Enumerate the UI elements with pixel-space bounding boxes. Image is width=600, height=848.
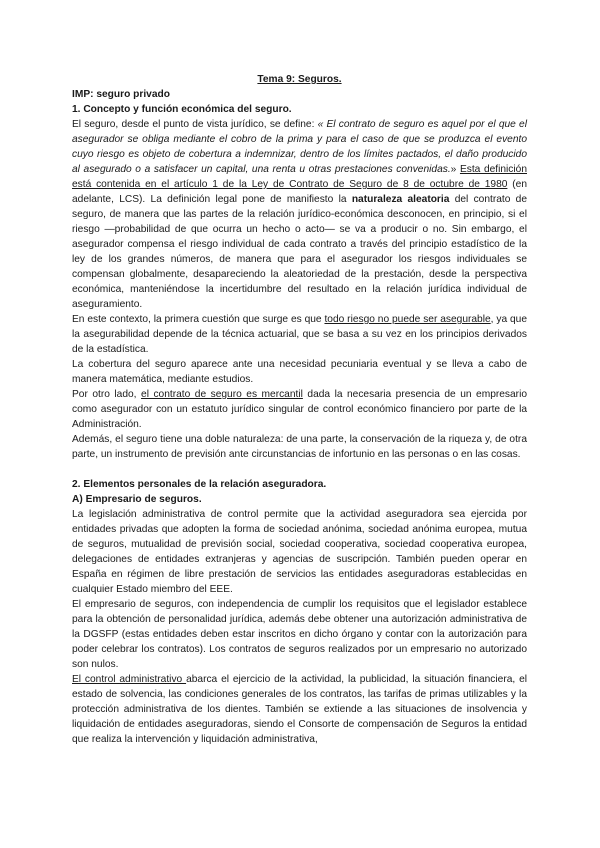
paragraph-control: [72, 672, 527, 747]
text: , ya que la asegurabilidad depende de la técnica actuarial, que se basa a su vez en los principios derivados de la estadística.: [72, 314, 527, 355]
paragraph-mercantil: [72, 387, 527, 432]
section-2-heading: 2. Elementos personales de la relación aseguradora.: [72, 479, 327, 490]
text: abarca el ejercicio de la actividad, la publicidad, la situación financiera, el estado de solvencia, las condiciones generales de los contratos, las tarifas de primas utilizables y la protección administrativa de los dientes. También se extiende a las situaciones de insolvencia y liquidación de entidades aseguradoras, siendo el Consorte de compensación de Seguros la entidad que realiza la intervención y liquidación administrativa,: [72, 674, 527, 745]
subsection-a-heading: A) Empresario de seguros.: [72, 494, 202, 505]
underlined-text: todo riesgo no puede ser asegurable: [324, 314, 491, 325]
document-title: Tema 9: Seguros.: [257, 74, 342, 85]
quote-definition: « El contrato de seguro es aquel por el que el asegurador se obliga mediante el cobro de la prima y para el caso de que se produzca el evento cuyo riesgo es objeto de cobertura a indemnizar, dentro de los límites pactados, el daño producido al asegurado o a satisfacer un capital, una renta u otras prestaciones convenidas.: [72, 119, 527, 175]
paragraph-definition: [72, 117, 527, 312]
paragraph-naturaleza: Además, el seguro tiene una doble naturaleza: de una parte, la conservación de la riqueza y, de otra parte, un instrumento de previsión ante circunstancias de infortunio en las personas o en las cosas.: [72, 434, 527, 460]
text: »: [450, 164, 460, 175]
underlined-text: El control administrativo: [72, 674, 187, 685]
paragraph-cobertura: La cobertura del seguro aparece ante una necesidad pecuniaria eventual y se lleva a cabo de manera matemática, mediante estudios.: [72, 359, 527, 385]
document-body: [72, 72, 527, 747]
text: Por otro lado,: [72, 389, 142, 400]
underlined-text: el contrato de seguro es mercantil: [141, 389, 303, 400]
underlined-text: Esta definición está contenida en el artículo 1 de la Ley de Contrato de Seguro de 8 de octubre de 1980: [72, 164, 527, 190]
text: dada la necesaria presencia de un empresario como asegurador con un estatuto jurídico singular de control económico financiero por parte de la Administración.: [72, 389, 528, 430]
bold-text: naturaleza aleatoria: [351, 194, 450, 205]
paragraph-legislacion: La legislación administrativa de control permite que la actividad aseguradora sea ejercida por entidades privadas que adopten la forma de sociedad anónima, sociedad anónima europea, mutua de seguros, mutualidad de previsión social, sociedad cooperativa, sociedad cooperativa europea, delegaciones de entidades extranjeras y agencias de suscripción. También pueden operar en España en régimen de libre prestación de servicios las entidades aseguradoras establecidas en cualquier Estado miembro del EEE.: [72, 509, 527, 595]
text: En este contexto, la primera cuestión que surge es que: [72, 314, 325, 325]
text: del contrato de seguro, de manera que las partes de la relación jurídico-económica desconocen, en principio, si el riesgo —probabilidad de que ocurra un hecho o acto— se va a producir o no. Sin embargo, el asegurador compensa el riesgo individual de cada contrato a través del principio estadístico de la ley de los grandes números, de manera que para el asegurador los riesgos individuales se compensan globalmente, desapareciendo la aleatoriedad de la prestación, desde la perspectiva económica, manteniéndose la incertidumbre del resultado en la relación jurídica individual de aseguramiento.: [72, 194, 528, 310]
imp-note: IMP: seguro privado: [72, 89, 170, 100]
section-1-heading: 1. Concepto y función económica del seguro.: [72, 104, 292, 115]
spacer: [72, 462, 527, 477]
paragraph-empresario: El empresario de seguros, con independencia de cumplir los requisitos que el legislador establece para la obtención de personalidad jurídica, además debe obtener una autorización administrativa de la DGSFP (estas entidades deben estar inscritos en dicho órgano y contar con la autorización para poder celebrar los contratos). Los contratos de seguros realizados por un empresario no autorizado son nulos.: [72, 599, 527, 670]
text: El seguro, desde el punto de vista jurídico, se define:: [72, 119, 318, 130]
paragraph-asegurable: [72, 312, 527, 357]
text: (en adelante, LCS). La definición legal pone de manifiesto la: [72, 179, 527, 205]
